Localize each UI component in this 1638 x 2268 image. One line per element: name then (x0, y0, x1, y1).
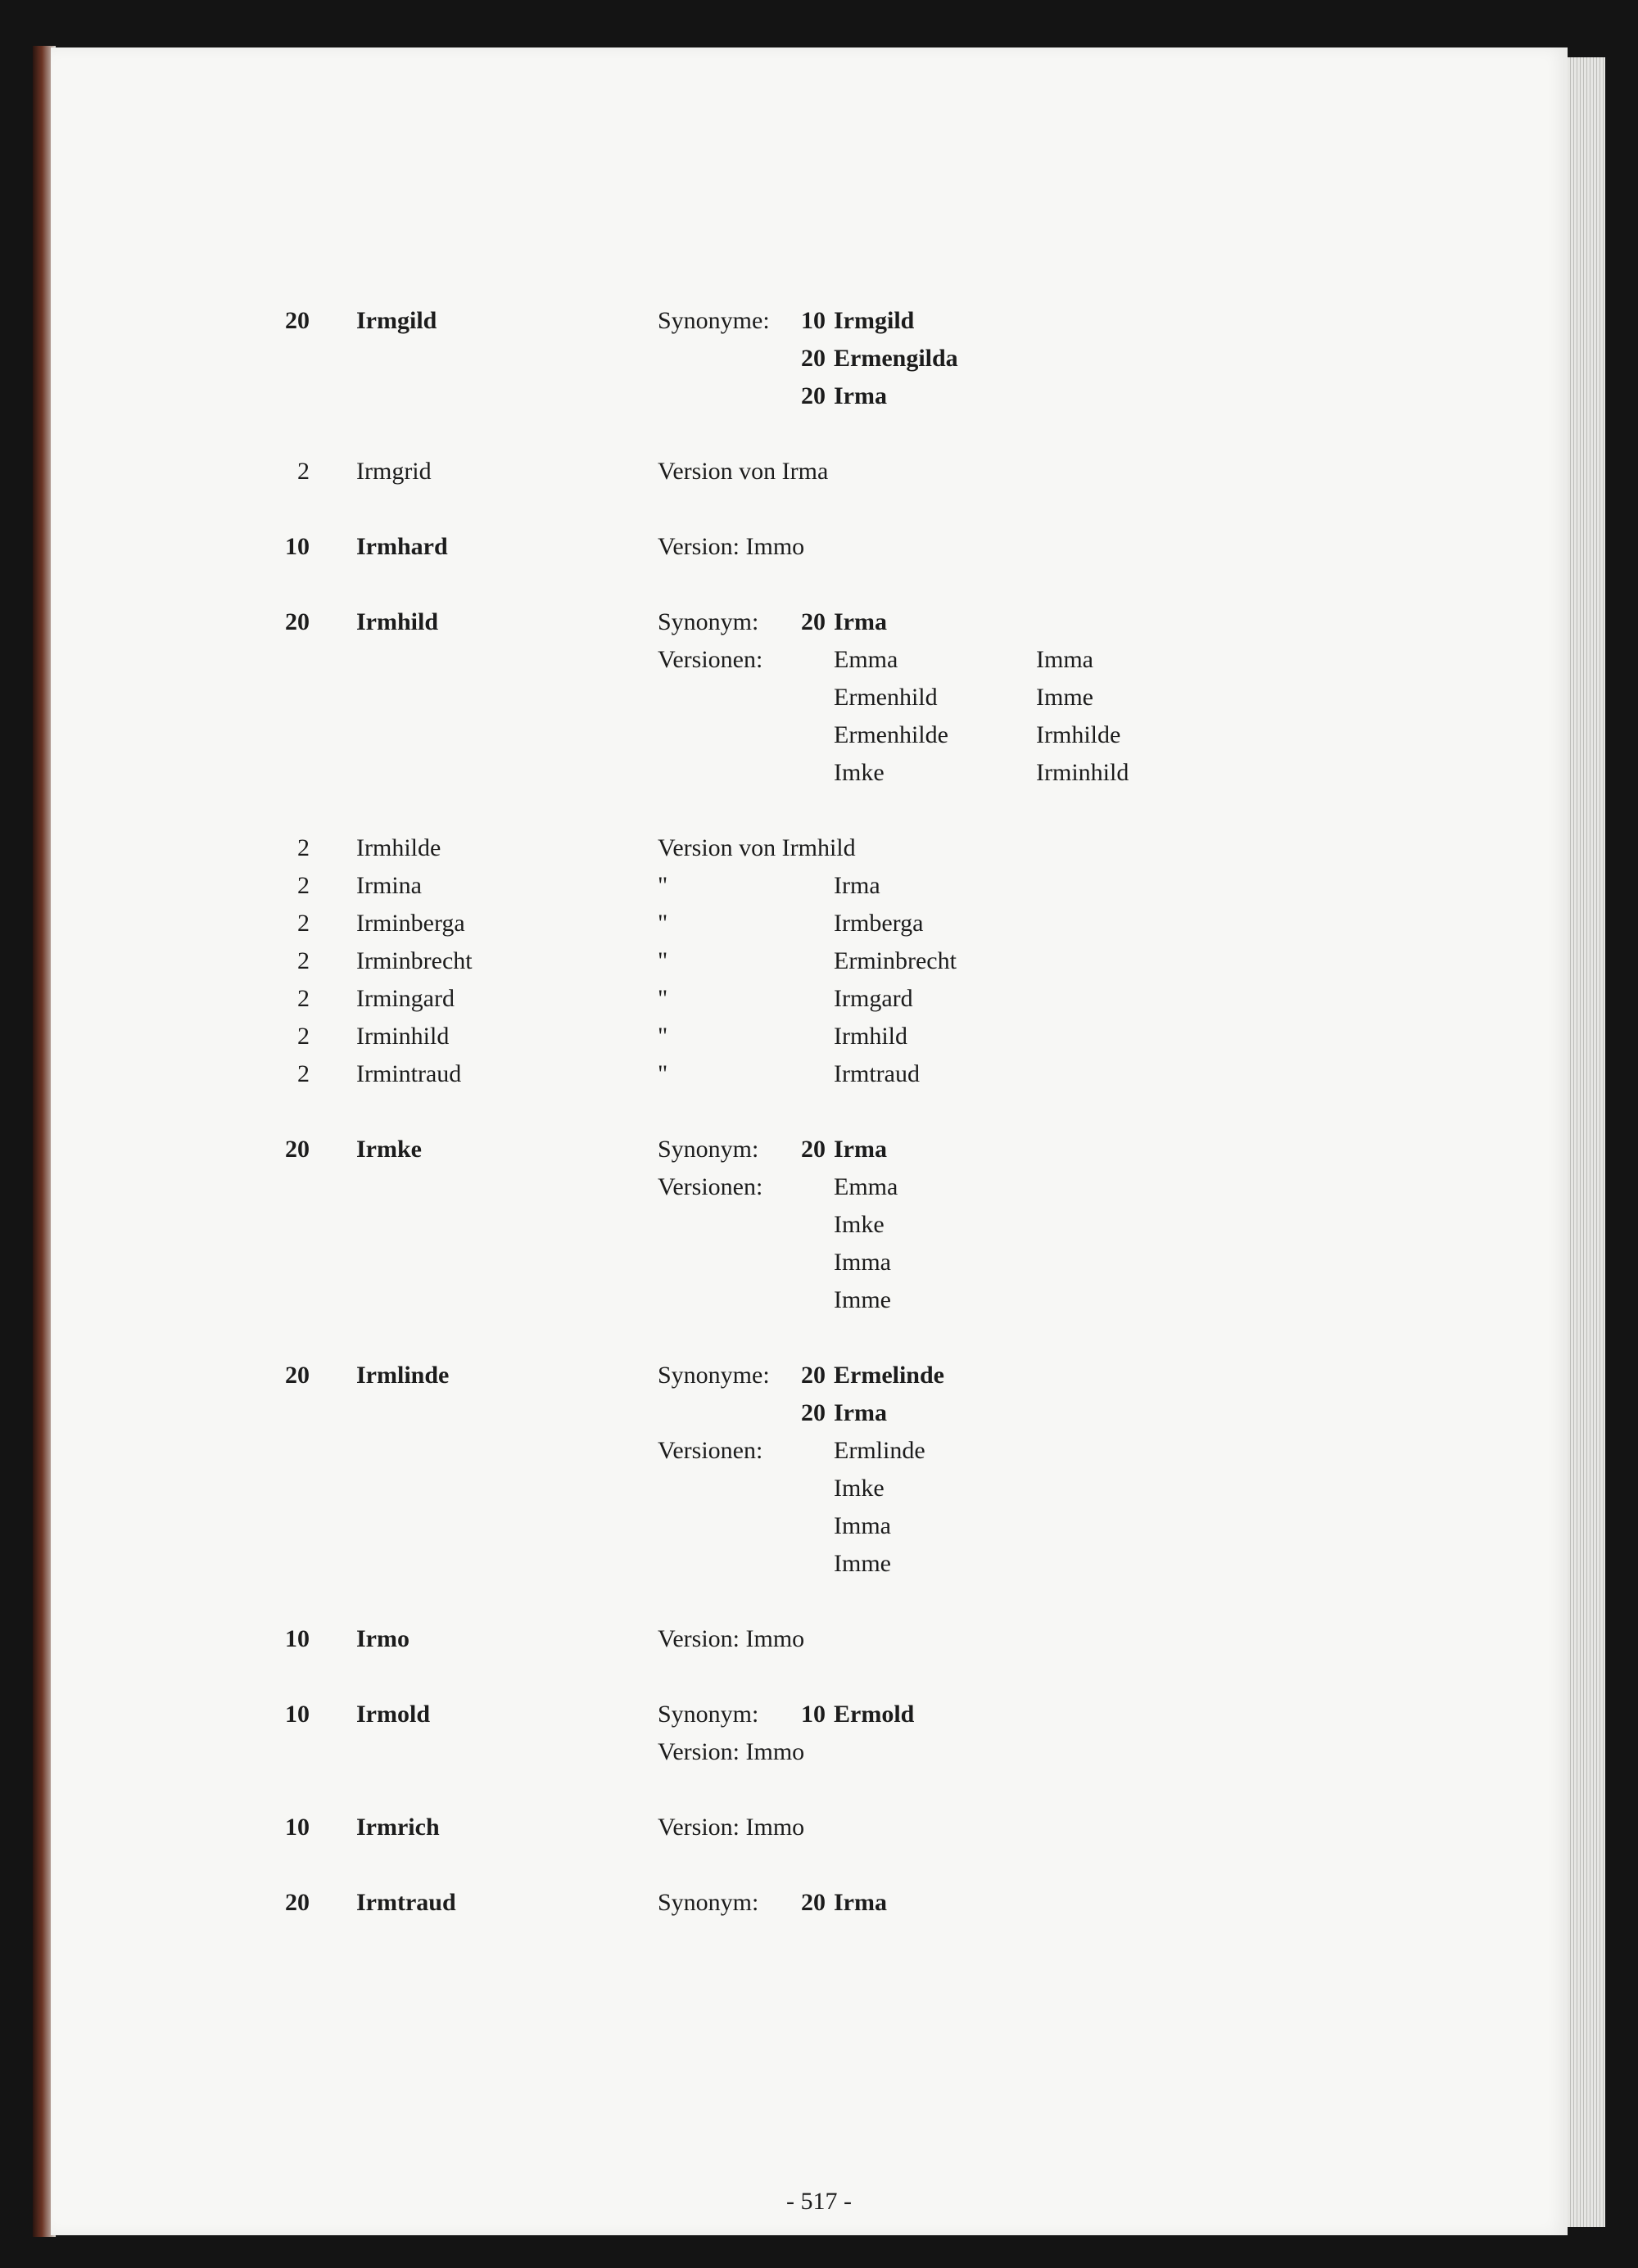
entry-name: Irmingard (356, 985, 455, 1012)
entry-count: 20 (285, 1362, 310, 1389)
entry-value-name: Imma (834, 1512, 891, 1539)
entry-count: 2 (297, 1060, 310, 1087)
entry-label: Version: Immo (658, 533, 805, 560)
entry-label: Synonym: (658, 1889, 759, 1916)
entry-name: Irminberga (356, 910, 465, 937)
entry-value-name: Irma (834, 382, 887, 409)
entry-value-count: 20 (801, 1889, 826, 1916)
entry-value-count: 20 (801, 382, 826, 409)
entry-label: " (658, 872, 668, 899)
entry-row (0, 684, 1638, 716)
entry-value-count: 10 (801, 307, 826, 334)
entry-row (0, 646, 1638, 679)
entry-row (0, 307, 1638, 340)
entry-value-name: Ermenhild (834, 684, 938, 711)
entry-row (0, 1701, 1638, 1733)
entry-extra-version: Imme (1036, 684, 1093, 711)
entry-count: 2 (297, 910, 310, 937)
entry-row (0, 533, 1638, 566)
entry-extra-version: Irmhilde (1036, 721, 1121, 748)
entry-value-name: Imke (834, 759, 885, 786)
entry-count: 20 (285, 307, 310, 334)
entry-name: Irmrich (356, 1814, 440, 1841)
entry-label: Version: Immo (658, 1738, 805, 1765)
entry-label: Versionen: (658, 646, 763, 673)
entry-row (0, 382, 1638, 415)
entry-name: Irmintraud (356, 1060, 462, 1087)
entry-row (0, 1889, 1638, 1922)
entry-row (0, 721, 1638, 754)
entry-label: Synonym: (658, 608, 759, 635)
entry-value-name: Emma (834, 1173, 898, 1200)
entry-value-count: 20 (801, 345, 826, 372)
entry-count: 2 (297, 834, 310, 861)
entry-value-count: 10 (801, 1701, 826, 1728)
entry-row (0, 1475, 1638, 1507)
entry-row (0, 872, 1638, 905)
entry-row (0, 1512, 1638, 1545)
entry-name: Irmhild (356, 608, 439, 635)
entry-value-name: Erminbrecht (834, 947, 957, 974)
entry-count: 10 (285, 1701, 310, 1728)
entry-value-name: Irma (834, 608, 887, 635)
entry-label: " (658, 1023, 668, 1050)
entry-value-name: Ermengilda (834, 345, 958, 372)
entry-value-name: Imme (834, 1550, 891, 1577)
entry-label: Versionen: (658, 1437, 763, 1464)
entry-row (0, 910, 1638, 942)
entry-row (0, 1738, 1638, 1771)
entry-row (0, 1286, 1638, 1319)
entry-value-count: 20 (801, 608, 826, 635)
entry-value-name: Emma (834, 646, 898, 673)
entry-extra-version: Irminhild (1036, 759, 1129, 786)
entry-name: Irminhild (356, 1023, 450, 1050)
entry-row (0, 1399, 1638, 1432)
entry-value-name: Ermlinde (834, 1437, 925, 1464)
entry-label: " (658, 985, 668, 1012)
entry-value-name: Imke (834, 1475, 885, 1502)
entry-value-name: Ermenhilde (834, 721, 948, 748)
entry-value-name: Ermelinde (834, 1362, 944, 1389)
entry-count: 10 (285, 1814, 310, 1841)
entry-row (0, 1814, 1638, 1846)
entry-label: Version von Irma (658, 458, 829, 485)
entry-count: 2 (297, 947, 310, 974)
entry-count: 10 (285, 533, 310, 560)
entry-value-name: Imme (834, 1286, 891, 1313)
entry-name: Irmhilde (356, 834, 441, 861)
entry-value-count: 20 (801, 1362, 826, 1389)
entry-name: Irmhard (356, 533, 448, 560)
entry-row (0, 1437, 1638, 1470)
entry-name: Irmke (356, 1136, 422, 1163)
entry-count: 20 (285, 608, 310, 635)
entry-row (0, 1136, 1638, 1168)
entry-count: 20 (285, 1889, 310, 1916)
entry-name: Irminbrecht (356, 947, 473, 974)
entry-value-name: Irmgard (834, 985, 913, 1012)
entry-row (0, 1249, 1638, 1281)
entry-row (0, 1550, 1638, 1583)
entry-count: 2 (297, 1023, 310, 1050)
entry-count: 20 (285, 1136, 310, 1163)
entry-value-name: Irma (834, 1399, 887, 1426)
entry-row (0, 985, 1638, 1018)
entry-row (0, 1362, 1638, 1394)
entry-value-name: Irmgild (834, 307, 915, 334)
entry-label: Synonyme: (658, 1362, 770, 1389)
entry-value-name: Irma (834, 1136, 887, 1163)
entry-row (0, 608, 1638, 641)
entry-row (0, 1211, 1638, 1244)
entry-value-count: 20 (801, 1136, 826, 1163)
entry-value-name: Irmtraud (834, 1060, 920, 1087)
entry-value-name: Ermold (834, 1701, 915, 1728)
entry-name: Irmgrid (356, 458, 432, 485)
entry-extra-version: Imma (1036, 646, 1093, 673)
entry-row (0, 1060, 1638, 1093)
entry-value-name: Irma (834, 1889, 887, 1916)
entry-name: Irmo (356, 1625, 410, 1652)
entry-row (0, 759, 1638, 792)
entry-name: Irmlinde (356, 1362, 450, 1389)
entry-label: Version: Immo (658, 1625, 805, 1652)
entry-row (0, 1173, 1638, 1206)
entry-row (0, 1023, 1638, 1055)
entry-count: 2 (297, 872, 310, 899)
entry-label: Synonym: (658, 1136, 759, 1163)
entry-label: " (658, 947, 668, 974)
entry-name: Irmtraud (356, 1889, 456, 1916)
entry-name: Irmina (356, 872, 422, 899)
entry-label: Versionen: (658, 1173, 763, 1200)
entry-name: Irmold (356, 1701, 430, 1728)
entry-value-name: Imma (834, 1249, 891, 1276)
entry-row (0, 458, 1638, 490)
entry-label: Version von Irmhild (658, 834, 856, 861)
entry-label: Synonym: (658, 1701, 759, 1728)
entry-value-name: Irmberga (834, 910, 924, 937)
entry-label: Synonyme: (658, 307, 770, 334)
page-number: - 517 - (786, 2188, 852, 2215)
entry-name: Irmgild (356, 307, 437, 334)
entry-count: 2 (297, 458, 310, 485)
entry-count: 10 (285, 1625, 310, 1652)
entry-label: " (658, 1060, 668, 1087)
entry-row (0, 947, 1638, 980)
entry-label: " (658, 910, 668, 937)
entry-value-name: Imke (834, 1211, 885, 1238)
entry-value-name: Irma (834, 872, 880, 899)
entry-row (0, 345, 1638, 377)
entry-value-count: 20 (801, 1399, 826, 1426)
entry-label: Version: Immo (658, 1814, 805, 1841)
entry-row (0, 1625, 1638, 1658)
entry-count: 2 (297, 985, 310, 1012)
entry-row (0, 834, 1638, 867)
entry-value-name: Irmhild (834, 1023, 907, 1050)
